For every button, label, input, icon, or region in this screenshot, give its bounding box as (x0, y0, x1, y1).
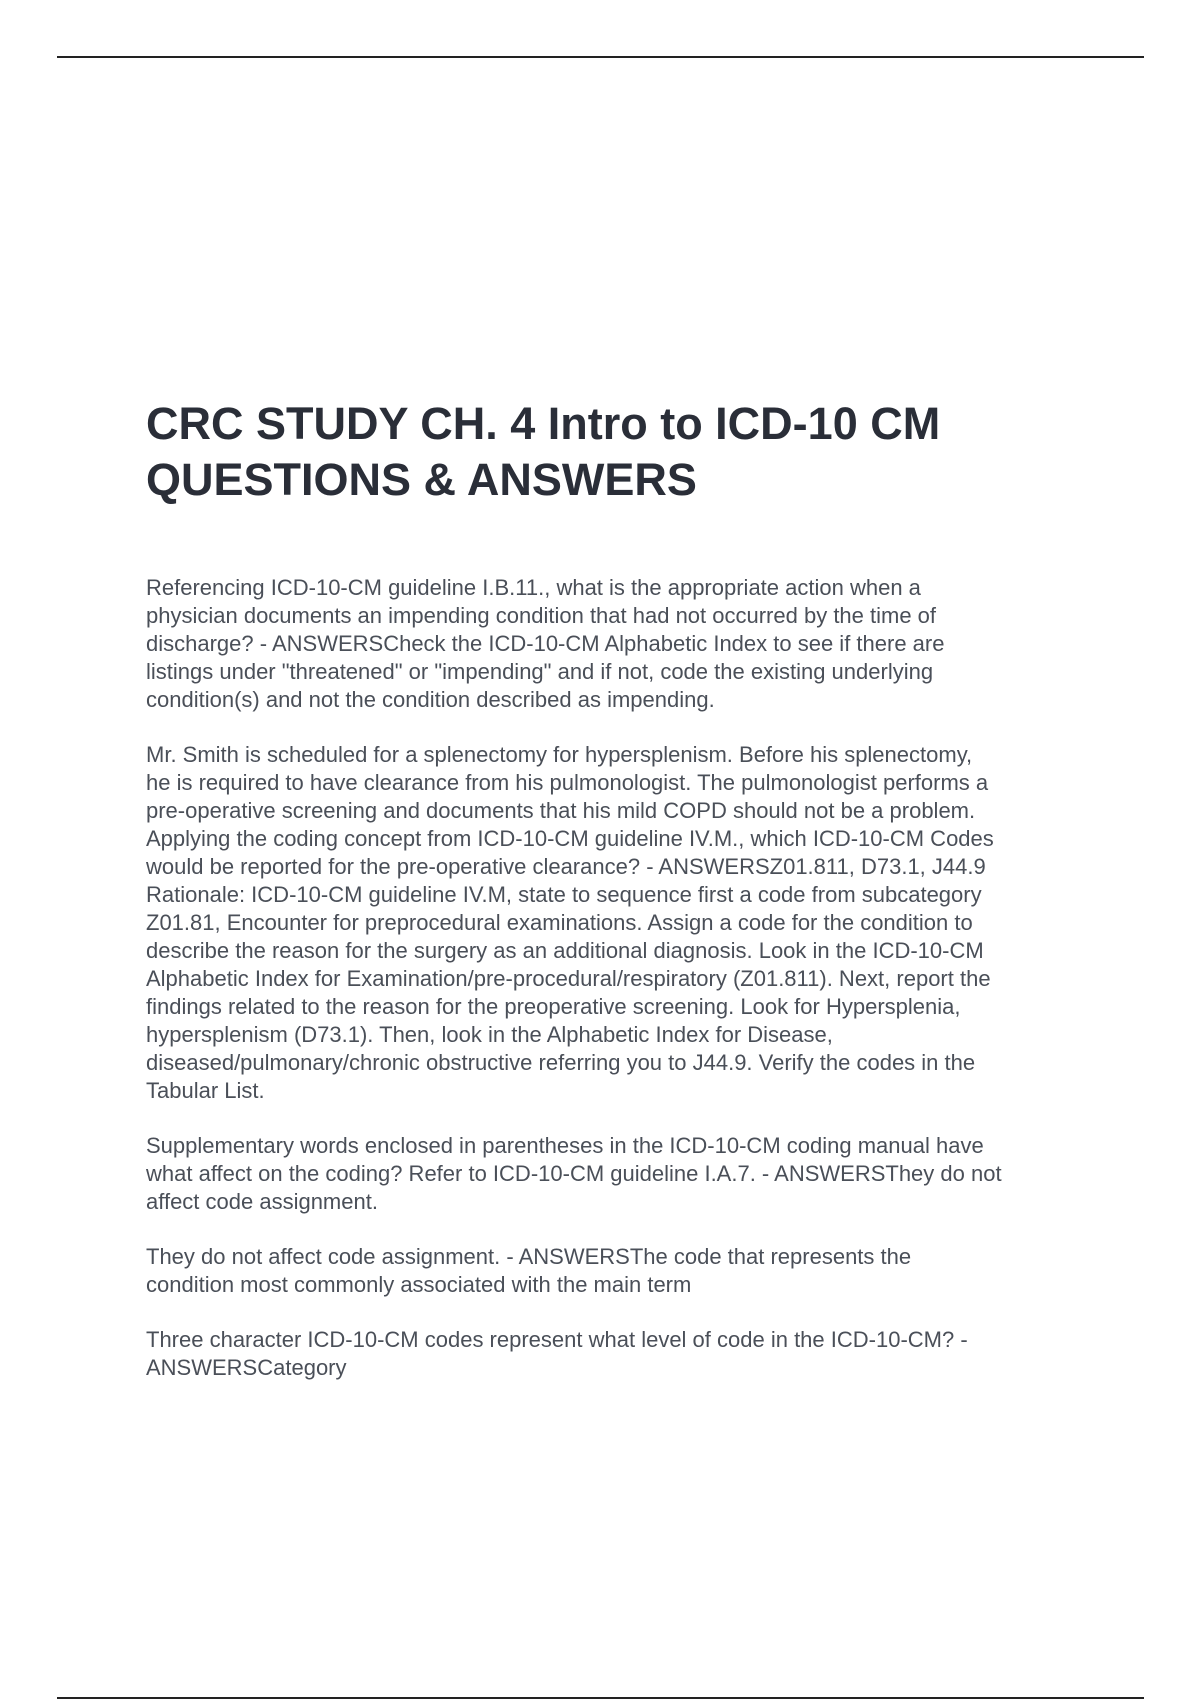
document-body (146, 396, 1106, 1409)
qa-paragraph-5: Three character ICD-10-CM codes represent what level of code in the ICD-10-CM? - ANSWERSCategory (146, 1327, 968, 1380)
qa-paragraph-2: Mr. Smith is scheduled for a splenectomy for hypersplenism. Before his splenectomy, he is required to have clearance from his pulmonologist. The pulmonologist performs a pre-operative screening and documents that his mild COPD should not be a problem. Applying the coding concept from ICD-10-CM guideline IV.M., which ICD-10-CM Codes would be reported for the pre-operative clearance? - ANSWERSZ01.811, D73.1, J44.9 Rationale: ICD-10-CM guideline IV.M, state to sequence first a code from subcategory Z01.81, Encounter for preprocedural examinations. Assign a code for the condition to describe the reason for the surgery as an additional diagnosis. Look in the ICD-10-CM Alphabetic Index for Examination/pre-procedural/respiratory (Z01.811). Next, report the findings related to the reason for the preoperative screening. Look for Hypersplenia, hypersplenism (D73.1). Then, look in the Alphabetic Index for Disease, diseased/pulmonary/chronic obstructive referring you to J44.9. Verify the codes in the Tabular List. (146, 742, 994, 1103)
qa-paragraph-3: Supplementary words enclosed in parentheses in the ICD-10-CM coding manual have what affect on the coding? Refer to ICD-10-CM guideline I.A.7. - ANSWERSThey do not affect code assignment. (146, 1133, 1002, 1214)
qa-paragraph-4: They do not affect code assignment. - ANSWERSThe code that represents the condition most commonly associated with the main term (146, 1244, 912, 1297)
document-title (146, 396, 1106, 508)
bottom-rule (57, 1697, 1144, 1699)
qa-list (146, 574, 1106, 1382)
qa-paragraph-1: Referencing ICD-10-CM guideline I.B.11., what is the appropriate action when a physician documents an impending condition that had not occurred by the time of discharge? - ANSWERSCheck the ICD-10-CM Alphabetic Index to see if there are listings under "threatened" or "impending" and if not, code the existing underlying condition(s) and not the condition described as impending. (146, 575, 945, 712)
top-rule (57, 56, 1144, 58)
title-line-1: CRC STUDY CH. 4 Intro to ICD-10 CM (146, 398, 941, 449)
title-line-2: QUESTIONS & ANSWERS (146, 454, 697, 505)
